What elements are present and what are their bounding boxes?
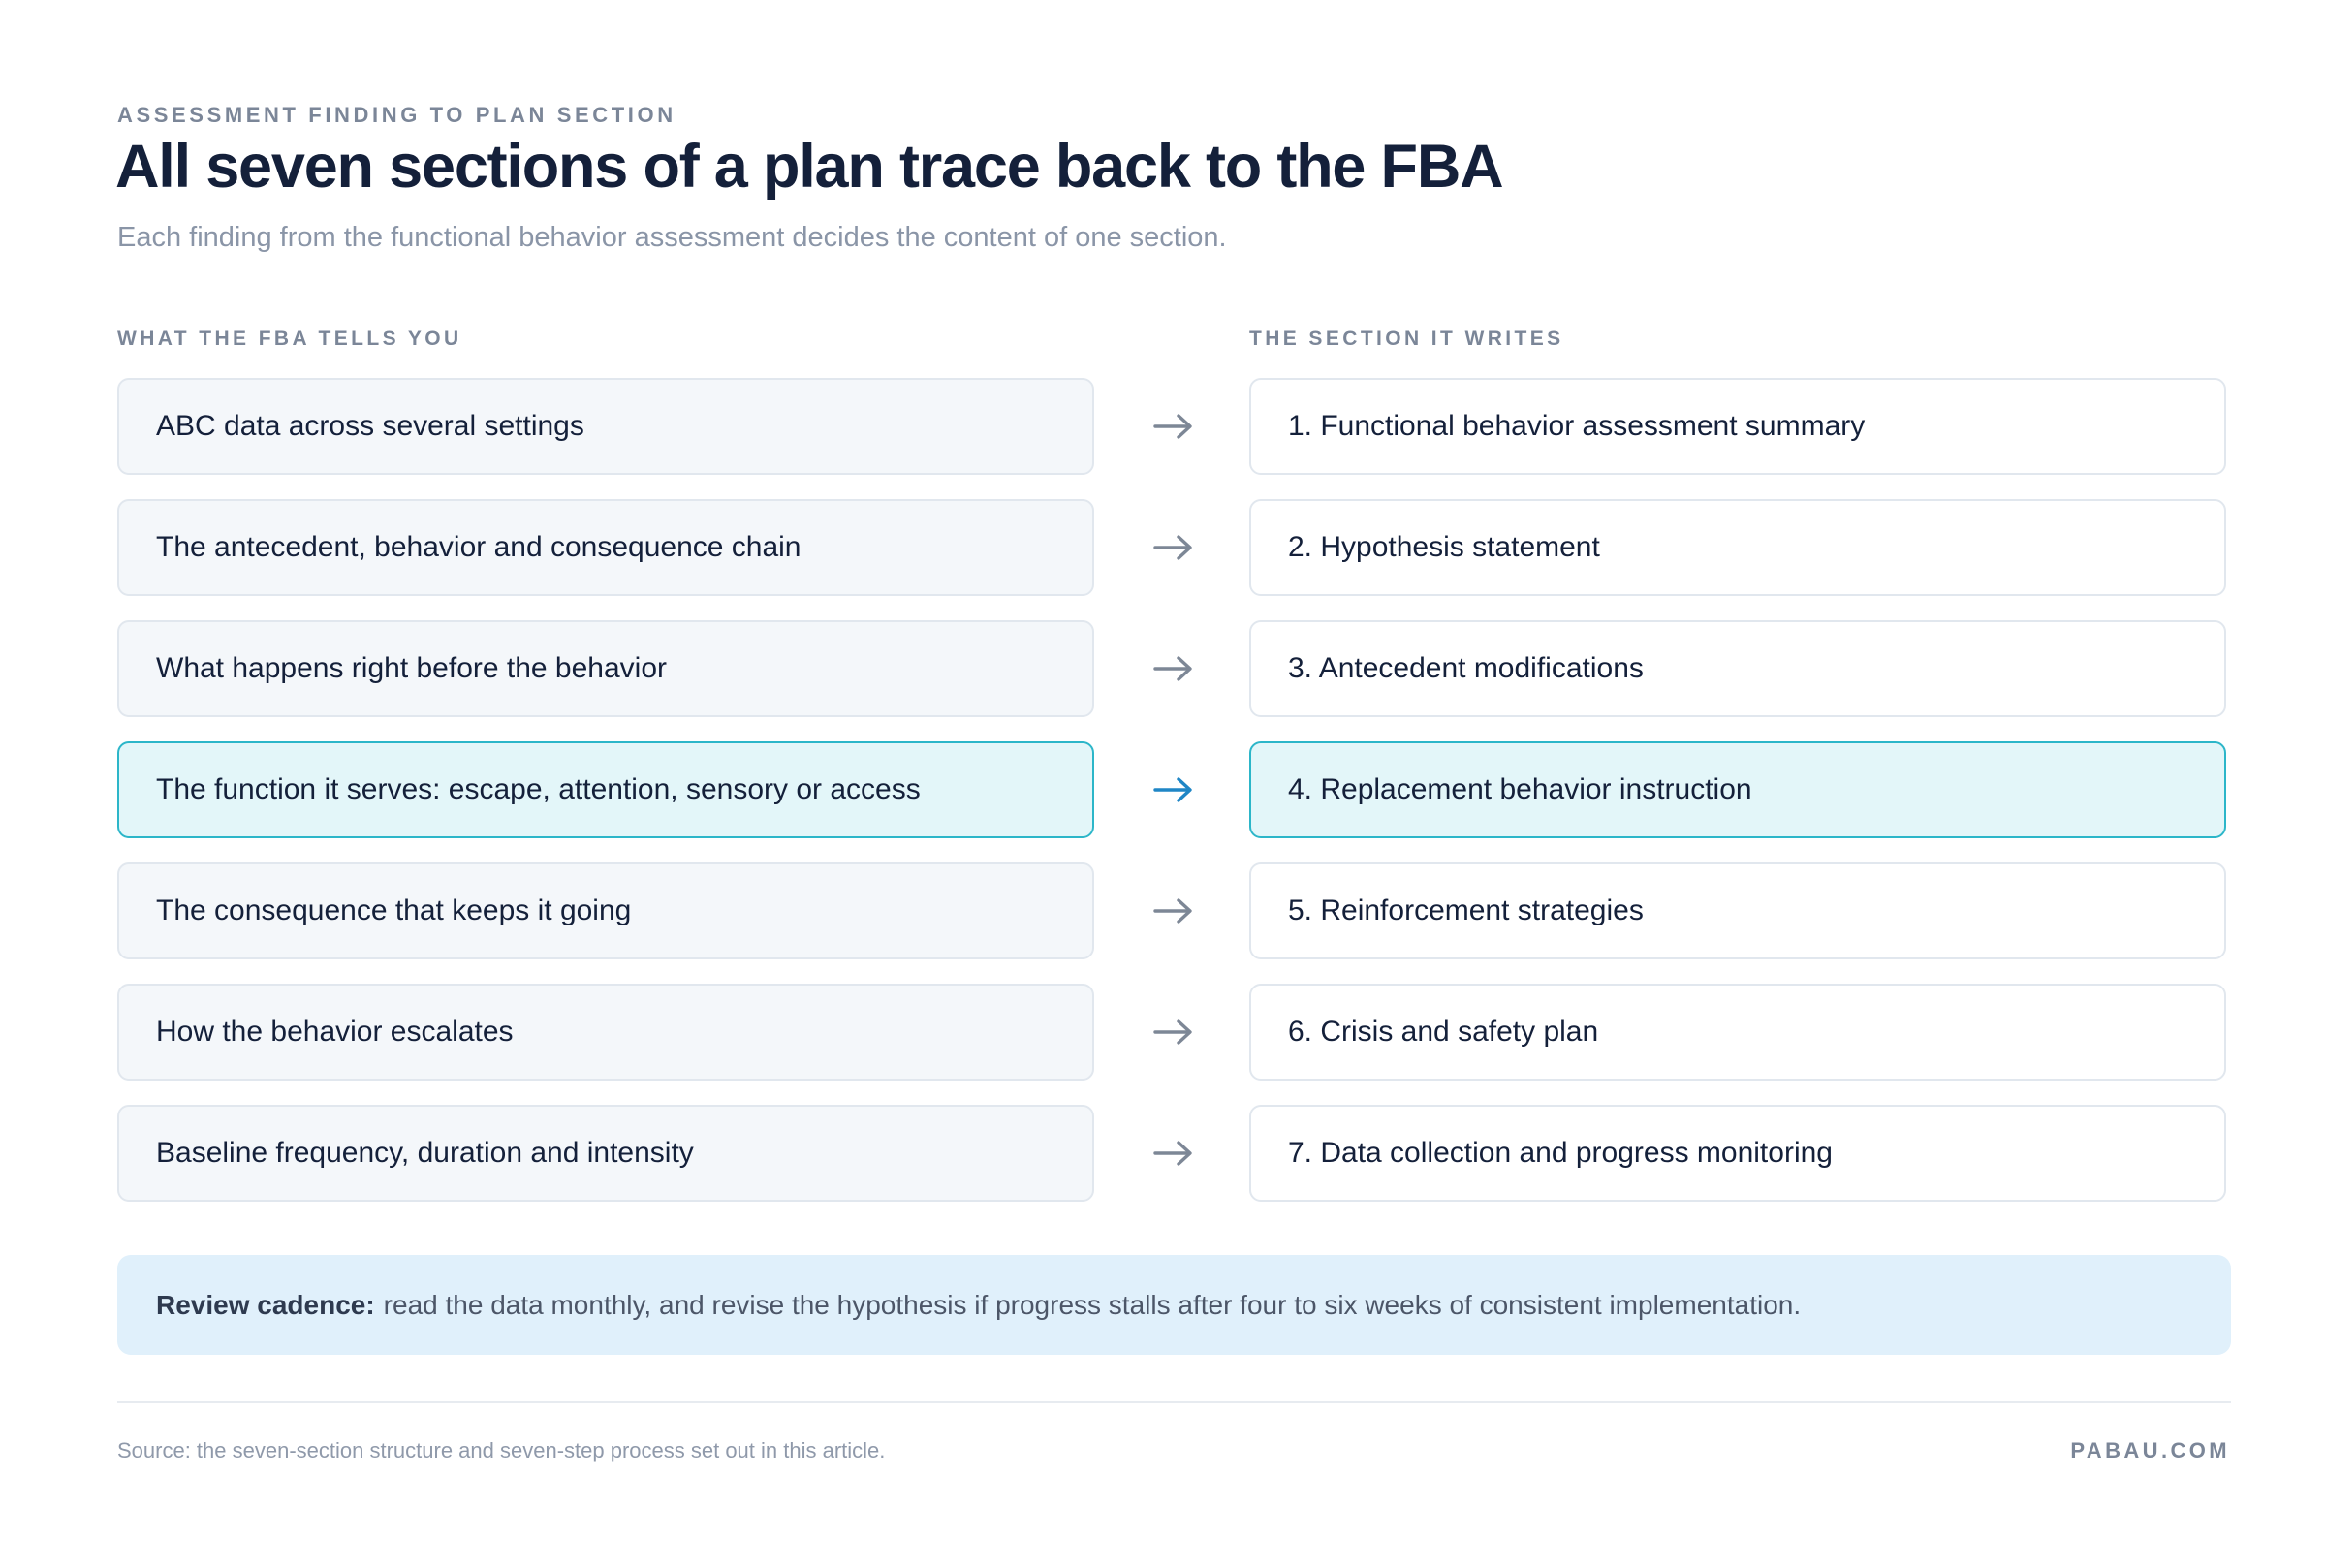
page-title: All seven sections of a plan trace back to the FBA <box>115 133 1503 201</box>
arrow-right-icon <box>1152 774 1195 805</box>
finding-card: The antecedent, behavior and consequence chain <box>117 499 1094 596</box>
mapping-rows <box>117 378 2230 1226</box>
source-note: Source: the seven-section structure and seven-step process set out in this article. <box>117 1438 886 1462</box>
mapping-row <box>117 862 2230 959</box>
right-column-heading: THE SECTION IT WRITES <box>1249 328 1564 350</box>
review-cadence-callout <box>117 1255 2231 1355</box>
arrow-right-icon <box>1152 532 1195 563</box>
mapping-row <box>117 1105 2230 1202</box>
mapping-row <box>117 984 2230 1081</box>
finding-card: What happens right before the behavior <box>117 620 1094 717</box>
callout-lead: Review cadence: <box>156 1289 375 1320</box>
brand-mark: PABAU.COM <box>2070 1438 2230 1462</box>
finding-card: How the behavior escalates <box>117 984 1094 1081</box>
callout-text: read the data monthly, and revise the hypothesis if progress stalls after four to six weeks of consistent implementation. <box>383 1289 1802 1320</box>
mapping-row <box>117 378 2230 475</box>
section-card: 6. Crisis and safety plan <box>1249 984 2226 1081</box>
section-card: 1. Functional behavior assessment summary <box>1249 378 2226 475</box>
section-card: 2. Hypothesis statement <box>1249 499 2226 596</box>
eyebrow-label: ASSESSMENT FINDING TO PLAN SECTION <box>117 103 676 127</box>
section-card: 5. Reinforcement strategies <box>1249 862 2226 959</box>
section-card: 4. Replacement behavior instruction <box>1249 741 2226 838</box>
mapping-row <box>117 741 2230 838</box>
finding-card: The function it serves: escape, attention, sensory or access <box>117 741 1094 838</box>
finding-card: ABC data across several settings <box>117 378 1094 475</box>
arrow-right-icon <box>1152 1017 1195 1048</box>
section-card: 7. Data collection and progress monitoring <box>1249 1105 2226 1202</box>
mapping-row <box>117 620 2230 717</box>
left-column-heading: WHAT THE FBA TELLS YOU <box>117 328 462 350</box>
finding-card: Baseline frequency, duration and intensity <box>117 1105 1094 1202</box>
finding-card: The consequence that keeps it going <box>117 862 1094 959</box>
mapping-row <box>117 499 2230 596</box>
arrow-right-icon <box>1152 653 1195 684</box>
arrow-right-icon <box>1152 895 1195 926</box>
arrow-right-icon <box>1152 411 1195 442</box>
footer-divider <box>117 1401 2231 1403</box>
page-subtitle: Each finding from the functional behavior assessment decides the content of one section. <box>117 222 1227 253</box>
arrow-right-icon <box>1152 1138 1195 1169</box>
section-card: 3. Antecedent modifications <box>1249 620 2226 717</box>
